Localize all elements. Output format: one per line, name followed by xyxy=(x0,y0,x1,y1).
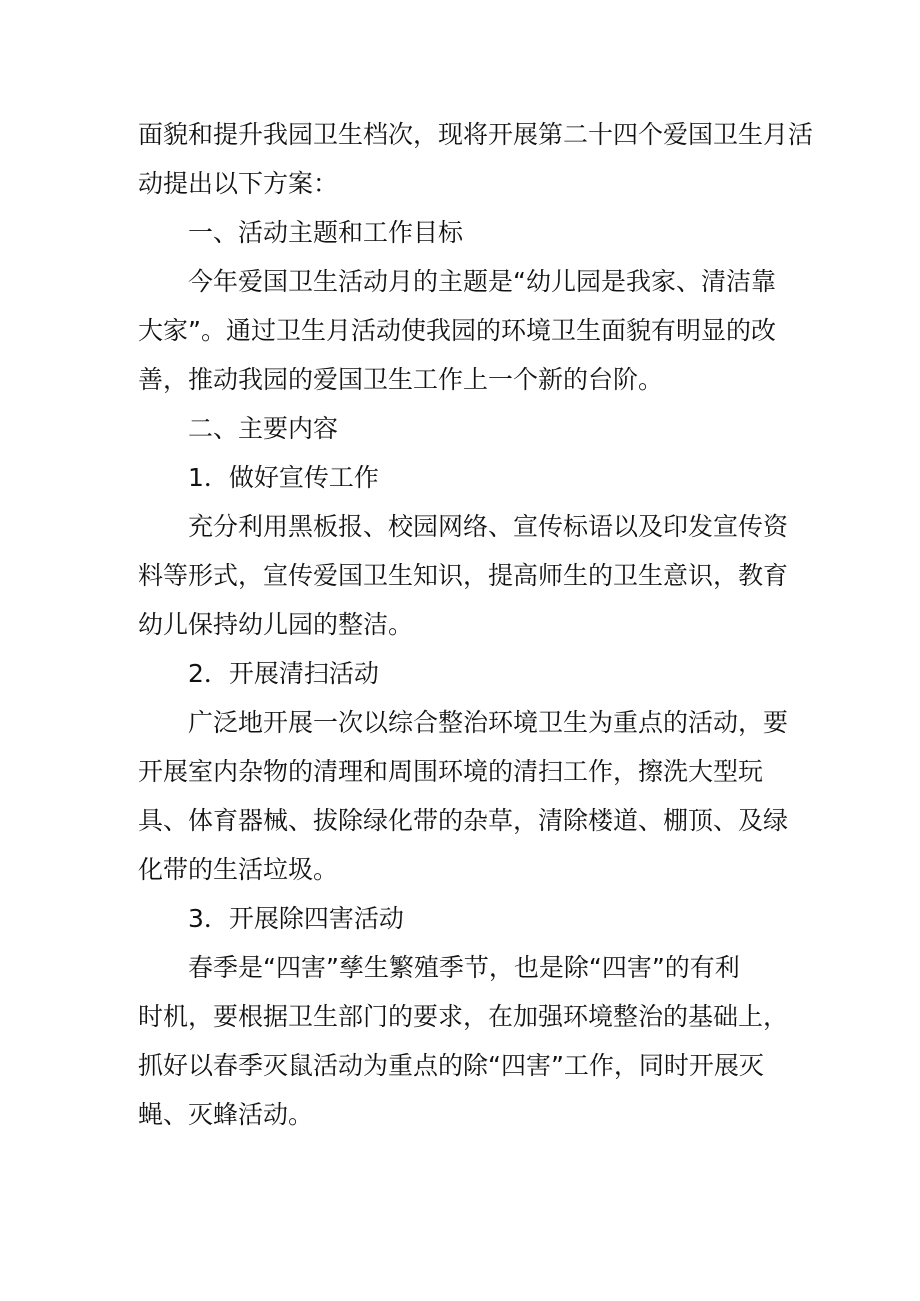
text-line: 化带的生活垃圾。 xyxy=(138,855,339,884)
subsection-heading: 2．开展清扫活动 xyxy=(188,659,379,688)
text-line: 面貌和提升我园卫生档次，现将开展第二十四个爱国卫生月活 xyxy=(138,120,814,149)
text-line: 蝇、灭蜂活动。 xyxy=(138,1100,314,1129)
document-body xyxy=(138,110,814,1139)
text-line: 善，推动我园的爱国卫生工作上一个新的台阶。 xyxy=(138,365,664,394)
text-line: 今年爱国卫生活动月的主题是“幼儿园是我家、清洁靠 xyxy=(188,267,776,296)
section-heading: 二、主要内容 xyxy=(188,414,339,443)
text-line: 抓好以春季灭鼠活动为重点的除“四害”工作，同时开展灭 xyxy=(138,1051,764,1080)
text-line: 广泛地开展一次以综合整治环境卫生为重点的活动，要 xyxy=(188,708,789,737)
section-heading: 一、活动主题和工作目标 xyxy=(188,218,464,247)
text-line: 料等形式，宣传爱国卫生知识，提高师生的卫生意识，教育 xyxy=(138,561,789,590)
text-line: 时机，要根据卫生部门的要求，在加强环境整治的基础上， xyxy=(138,1002,789,1031)
text-line: 幼儿保持幼儿园的整洁。 xyxy=(138,610,414,639)
text-line: 春季是“四害”孳生繁殖季节，也是除“四害”的有利 xyxy=(188,953,740,982)
text-line: 充分利用黑板报、校园网络、宣传标语以及印发宣传资 xyxy=(188,512,789,541)
text-line: 动提出以下方案： xyxy=(138,169,339,198)
subsection-heading: 3．开展除四害活动 xyxy=(188,904,404,933)
text-line: 大家”。通过卫生月活动使我园的环境卫生面貌有明显的改 xyxy=(138,316,776,345)
subsection-heading: 1．做好宣传工作 xyxy=(188,463,379,492)
text-line: 具、体育器械、拔除绿化带的杂草，清除楼道、棚顶、及绿 xyxy=(138,806,789,835)
text-line: 开展室内杂物的清理和周围环境的清扫工作，擦洗大型玩 xyxy=(138,757,764,786)
